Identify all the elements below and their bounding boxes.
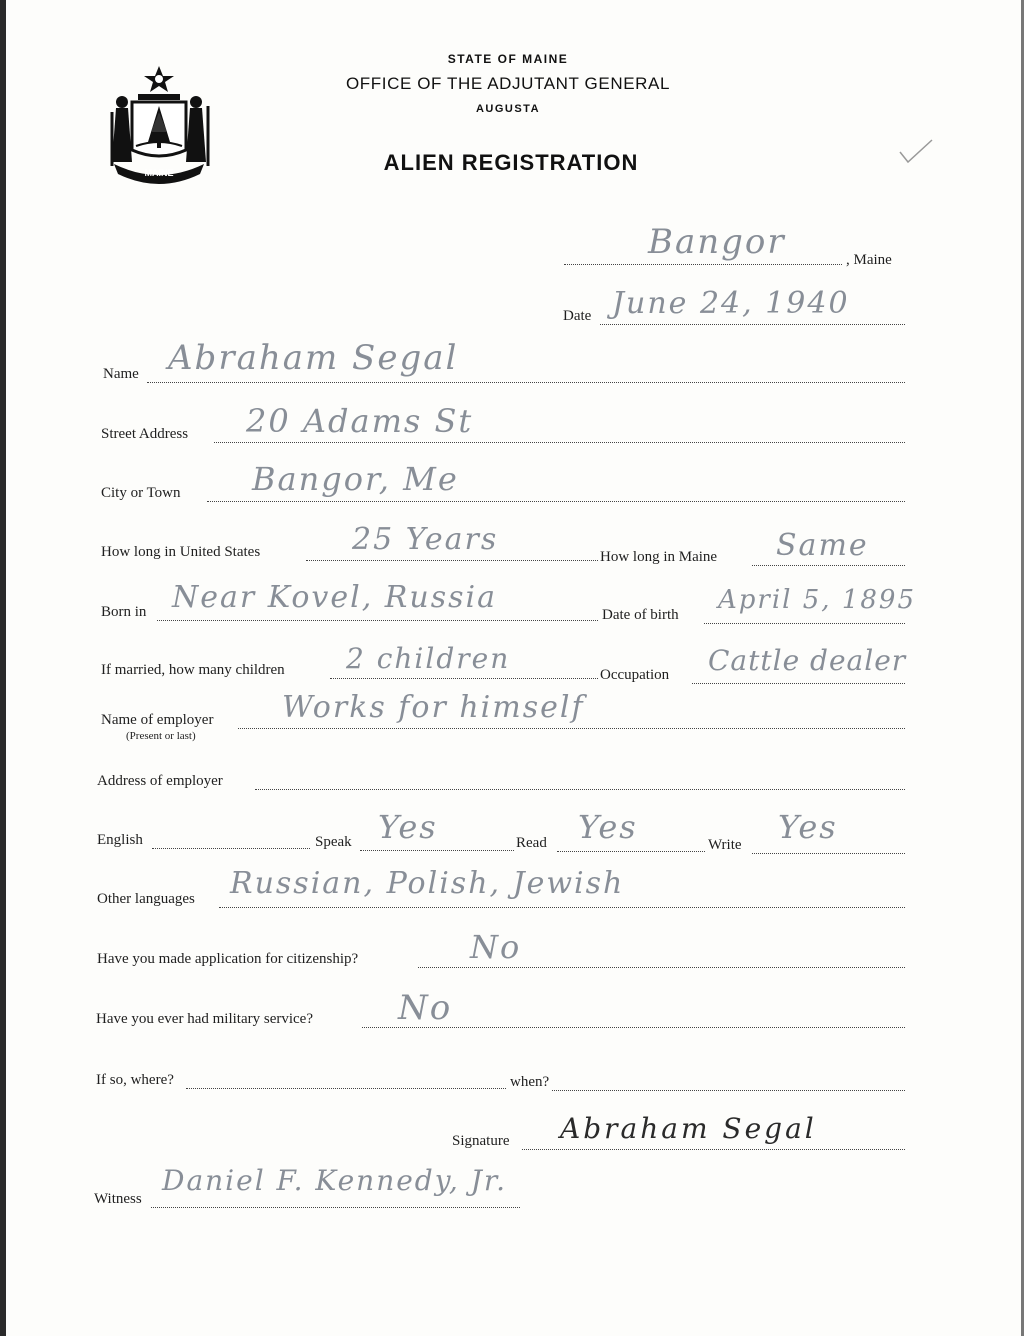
city-label: City or Town: [101, 485, 181, 501]
speak-label: Speak: [315, 834, 352, 850]
other-languages-value: Russian, Polish, Jewish: [230, 866, 625, 901]
employer-label: Name of employer: [101, 712, 214, 728]
military-value: No: [398, 988, 453, 1028]
other-languages-line: [219, 907, 905, 908]
witness-label: Witness: [94, 1191, 142, 1207]
witness-value: Daniel F. Kennedy, Jr.: [162, 1164, 508, 1197]
children-line: [330, 678, 598, 679]
signature-value: Abraham Segal: [560, 1112, 817, 1145]
citizenship-value: No: [470, 928, 522, 966]
years-maine-line: [752, 565, 905, 566]
employer-sublabel: (Present or last): [126, 730, 196, 742]
location-line: [564, 264, 842, 265]
years-maine-label: How long in Maine: [600, 549, 718, 565]
employer-address-label: Address of employer: [97, 773, 223, 789]
occupation-line: [692, 683, 905, 684]
witness-line: [151, 1207, 520, 1208]
years-us-value: 25 Years: [352, 522, 499, 557]
street-address-label: Street Address: [101, 426, 189, 442]
form-title: ALIEN REGISTRATION: [383, 150, 639, 175]
occupation-value: Cattle dealer: [708, 644, 907, 677]
citizenship-line: [418, 967, 905, 968]
born-in-value: Near Kovel, Russia: [172, 580, 497, 615]
other-languages-label: Other languages: [97, 891, 195, 907]
children-label: If married, how many children: [101, 662, 285, 678]
header-office: OFFICE OF THE ADJUTANT GENERAL: [345, 74, 671, 93]
date-value: June 24, 1940: [612, 286, 850, 321]
where-label: If so, where?: [96, 1072, 174, 1088]
header-state: STATE OF MAINE: [447, 52, 569, 66]
years-us-label: How long in United States: [101, 544, 261, 560]
where-line: [186, 1088, 506, 1089]
born-in-label: Born in: [101, 604, 147, 620]
read-label: Read: [516, 835, 547, 851]
occupation-label: Occupation: [600, 667, 670, 683]
military-label: Have you ever had military service?: [96, 1011, 313, 1027]
employer-line: [238, 728, 905, 729]
location-suffix: , Maine: [846, 252, 892, 268]
seal-text: MAINE: [144, 168, 174, 178]
name-label: Name: [103, 366, 139, 382]
write-label: Write: [708, 837, 742, 853]
city-line: [207, 501, 905, 502]
city-value: Bangor, Me: [252, 460, 459, 498]
years-maine-value: Same: [776, 528, 869, 563]
read-value: Yes: [578, 808, 638, 846]
speak-line: [360, 850, 514, 851]
check-mark: [896, 136, 936, 166]
born-in-line: [157, 620, 598, 621]
header-city: AUGUSTA: [475, 103, 541, 115]
date-label: Date: [563, 308, 592, 324]
location-value: Bangor: [648, 222, 786, 262]
citizenship-label: Have you made application for citizenship?: [97, 951, 359, 967]
when-label: when?: [510, 1074, 550, 1090]
dob-line: [704, 623, 905, 624]
when-line: [552, 1090, 905, 1091]
english-line: [152, 848, 310, 849]
english-label: English: [97, 832, 143, 848]
street-address-line: [214, 442, 905, 443]
name-value: Abraham Segal: [168, 338, 459, 378]
employer-address-line: [255, 789, 905, 790]
employer-value: Works for himself: [282, 690, 585, 725]
write-line: [752, 853, 905, 854]
maine-seal-emblem: [108, 62, 210, 186]
signature-label: Signature: [452, 1133, 510, 1149]
read-line: [557, 851, 705, 852]
name-line: [147, 382, 905, 383]
dob-label: Date of birth: [602, 607, 679, 623]
years-us-line: [306, 560, 598, 561]
write-value: Yes: [778, 808, 838, 846]
signature-line: [522, 1149, 905, 1150]
street-address-value: 20 Adams St: [246, 402, 474, 440]
children-value: 2 children: [346, 642, 511, 675]
speak-value: Yes: [378, 808, 438, 846]
dob-value: April 5, 1895: [718, 585, 916, 615]
date-line: [600, 324, 905, 325]
